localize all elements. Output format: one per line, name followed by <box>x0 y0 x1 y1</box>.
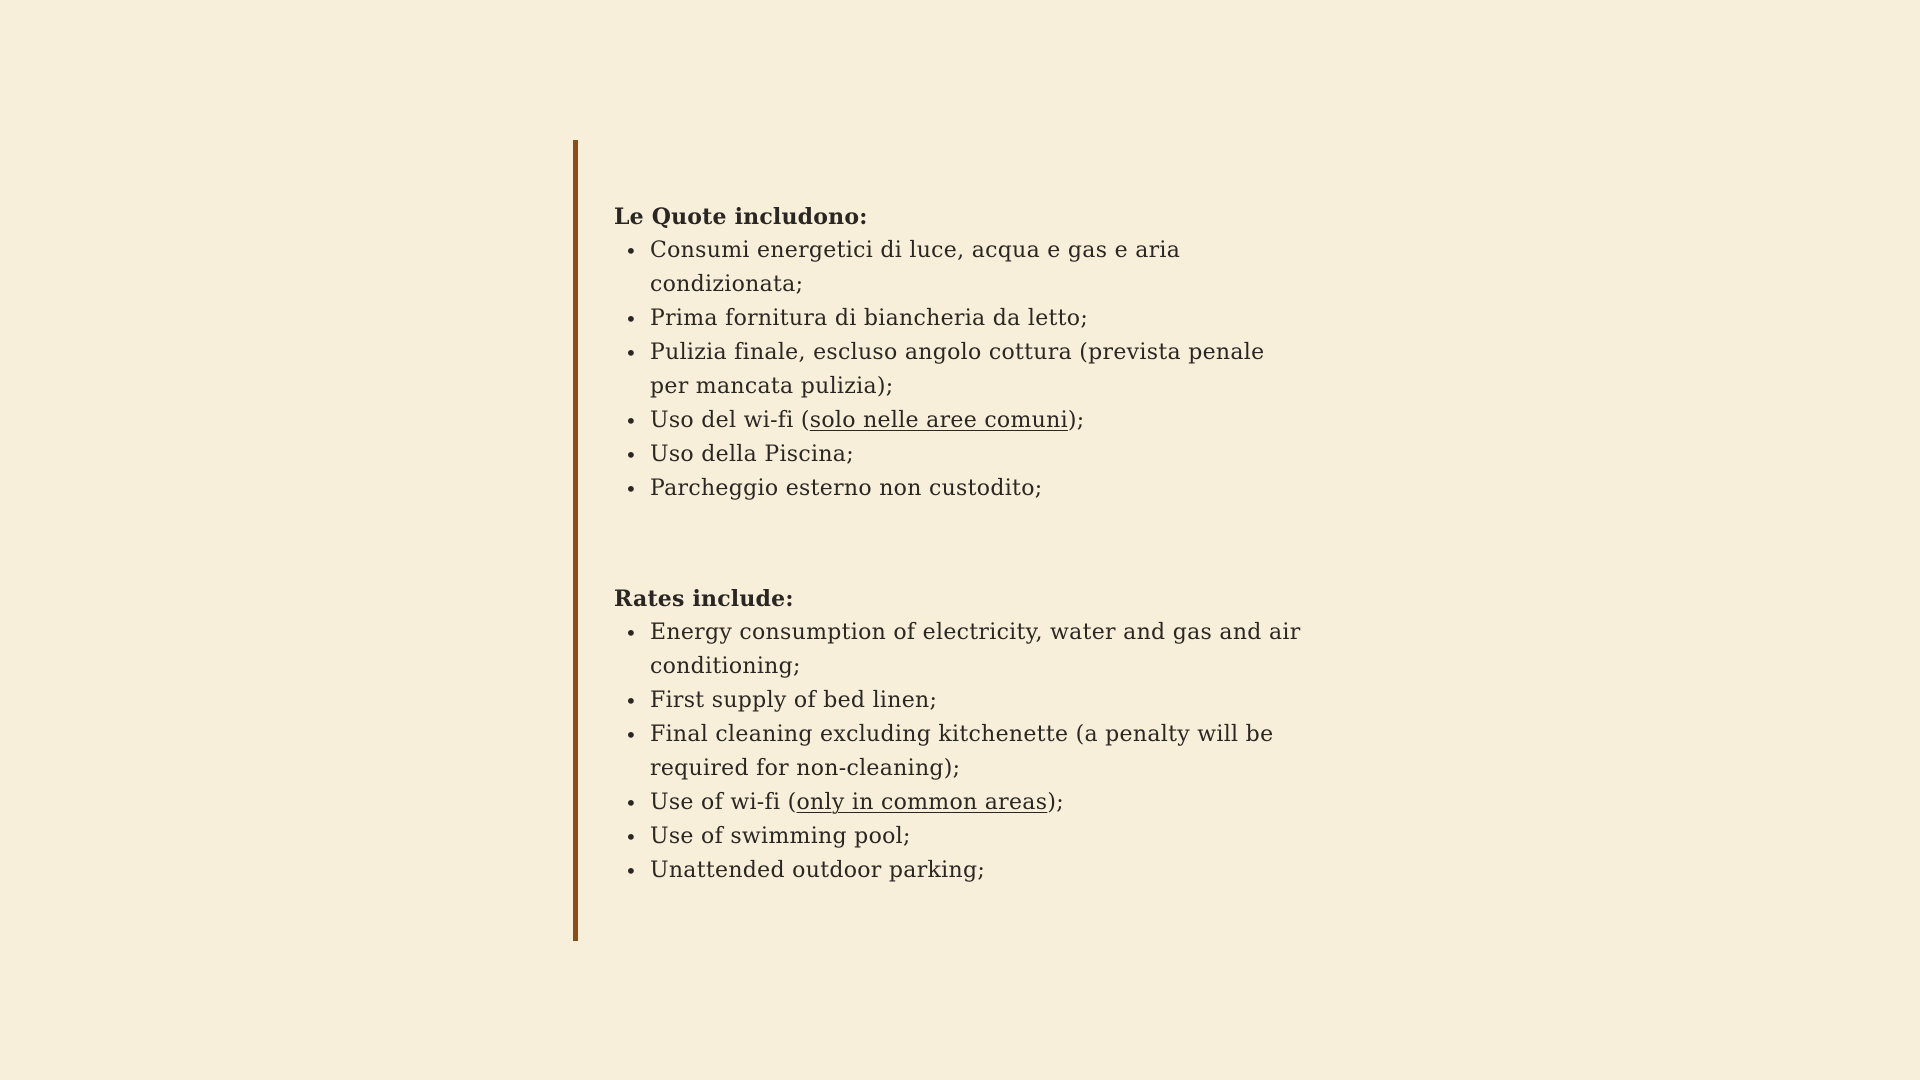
item-text: Parcheggio esterno non custodito; <box>650 476 1043 501</box>
bullet-icon: • <box>625 621 638 645</box>
list-item <box>614 336 1334 370</box>
italian-list <box>614 234 1334 506</box>
item-text: per mancata pulizia); <box>650 374 894 399</box>
list-item <box>614 718 1334 752</box>
item-text: conditioning; <box>650 654 801 679</box>
bullet-icon: • <box>625 239 638 263</box>
item-text: condizionata; <box>650 272 804 297</box>
list-item <box>614 616 1334 650</box>
bullet-icon: • <box>625 341 638 365</box>
list-item <box>614 786 1334 820</box>
bullet-icon: • <box>625 443 638 467</box>
item-text: Final cleaning excluding kitchenette (a penalty will be <box>650 722 1274 747</box>
item-text: Use of swimming pool; <box>650 824 911 849</box>
english-list <box>614 616 1334 888</box>
item-text-before: Use of wi-fi ( <box>650 790 797 815</box>
list-item <box>614 854 1334 888</box>
item-text: Uso della Piscina; <box>650 442 854 467</box>
list-item <box>614 404 1334 438</box>
list-item <box>614 234 1334 268</box>
italian-heading: Le Quote includono: <box>614 204 868 230</box>
list-item <box>614 684 1334 718</box>
italian-section <box>614 200 1334 506</box>
list-item <box>614 820 1334 854</box>
item-text-before: Uso del wi-fi ( <box>650 408 810 433</box>
item-text: Consumi energetici di luce, acqua e gas e aria <box>650 238 1181 263</box>
item-text: required for non-cleaning); <box>650 756 961 781</box>
item-text: Pulizia finale, escluso angolo cottura (prevista penale <box>650 340 1265 365</box>
item-text: Prima fornitura di biancheria da letto; <box>650 306 1089 331</box>
bullet-icon: • <box>625 689 638 713</box>
bullet-icon: • <box>625 477 638 501</box>
bullet-icon: • <box>625 723 638 747</box>
item-text: First supply of bed linen; <box>650 688 938 713</box>
english-section <box>614 582 1334 888</box>
item-text-after: ); <box>1047 790 1064 815</box>
rates-content <box>614 200 1334 888</box>
english-heading: Rates include: <box>614 586 794 612</box>
item-text: Unattended outdoor parking; <box>650 858 986 883</box>
list-item-continuation <box>614 370 1334 404</box>
accent-bar <box>573 140 578 941</box>
list-item-continuation <box>614 752 1334 786</box>
list-item <box>614 302 1334 336</box>
common-areas-link[interactable]: only in common areas <box>796 790 1048 815</box>
bullet-icon: • <box>625 859 638 883</box>
bullet-icon: • <box>625 825 638 849</box>
bullet-icon: • <box>625 791 638 815</box>
bullet-icon: • <box>625 307 638 331</box>
item-text: Energy consumption of electricity, water and gas and air <box>650 620 1301 645</box>
list-item <box>614 472 1334 506</box>
list-item-continuation <box>614 650 1334 684</box>
item-text-after: ); <box>1067 408 1085 433</box>
bullet-icon: • <box>625 409 638 433</box>
list-item <box>614 438 1334 472</box>
common-areas-link[interactable]: solo nelle aree comuni <box>809 408 1068 433</box>
list-item-continuation <box>614 268 1334 302</box>
